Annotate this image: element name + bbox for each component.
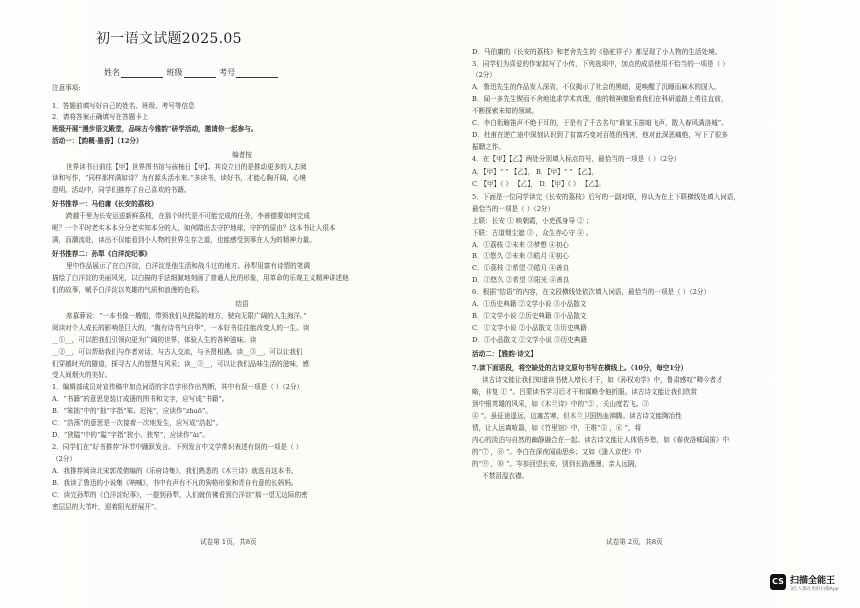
right-text-line: 略，非复 ① ”。吕蒙读书学习后才干和谋略令他折服。读古诗文能让我们欣赏 xyxy=(472,388,698,396)
right-text-line: C．①文学小说 ②小品散文 ③历史典籍 xyxy=(472,324,587,332)
left-text-line: 里中作品展示了在白洋淀，白洋淀是他生活和战斗过的地方。孙犁用富有诗情的笔调 xyxy=(66,262,310,270)
right-text-line: A．【甲】“ ” 【乙】， B．【甲】“ ” 【乙】， xyxy=(472,168,598,176)
page-one-footer: 试卷第 1页，共8页 xyxy=(200,538,257,546)
right-text-line: 活动二：【雅韵·诗文】 xyxy=(472,350,537,358)
left-text-line: C．读完孙犁的《白洋淀纪事》，一提到孙犁，人们就仿佛看到白洋淀“那一望无边际的密 xyxy=(52,491,308,499)
left-text-line: 好书推荐一：马伯庸《长安的荔枝》 xyxy=(52,200,158,208)
name-label: 姓名 xyxy=(104,68,120,77)
right-text-line: 振聩之作。 xyxy=(472,143,505,151)
left-text-line: 澄明。活动中，同学们推荐了自己喜欢的书籍。 xyxy=(52,186,191,194)
left-text-line: B．“笨拙”中的“拙”字指“笨、迟钝”，应读作“zhuō”。 xyxy=(52,407,212,415)
left-text-line: A．“书籍”的意思是装订成册的图书和文字，应写成“书籍”。 xyxy=(52,395,229,403)
left-text-line: 1．答题前填写好自己的姓名、班级、考号等信息 xyxy=(52,102,195,110)
right-text-line: 不禁泪湿衣襟。 xyxy=(482,472,529,480)
right-text-line: 内心的淡泊与自然的幽静融合在一起。读古诗文能让人体悟乡愁，如《春夜洛城闻笛》中 xyxy=(472,436,730,444)
right-text-line: D．马伯庸的《长安的荔枝》和老舍先生的《骆驼祥子》都呈现了小人物的生活处境。 xyxy=(472,48,722,56)
right-text-line: 7.读下面语段，将空缺处的古诗文原句书写在横线上。（10分，每空1分） xyxy=(472,364,688,372)
right-text-line: ④ ”。虽征途遥远，边塞苦寒，但木兰卫国热血沸腾。读古诗文能陶冶性 xyxy=(472,412,682,420)
right-text-line: B．①悠久 ②未来 ③皓月 ④初心 xyxy=(472,252,569,260)
left-text-line: 好书推荐二：孙犁《白洋淀纪事》 xyxy=(52,250,151,258)
right-text-line: A．①历史典籍 ②文学小说 ③小品散文 xyxy=(472,300,587,308)
page-title: 初一语文试题2025.05 xyxy=(96,31,242,47)
right-text-line: 下联：古道烟尘遮 ③ ，众生赤心守 ④ 。 xyxy=(472,229,593,237)
left-text-line: 阅读对个人成长的影响是巨大的，“腹有诗书气自华”，一本好书往往能改变人的一生。读 xyxy=(52,324,310,332)
right-text-line: C．①荔枝 ②希望 ③皓月 ④善良 xyxy=(472,264,570,272)
left-text-line: 密层层的大苇叶，迎着阳光舒展开”。 xyxy=(52,503,161,511)
left-text-line: 跨越千里为长安运送新鲜荔枝，在那个时代是不可能完成的任务，李善德要如何完成 xyxy=(66,212,310,220)
left-text-line: （2分） xyxy=(52,455,76,463)
watermark-name: 扫描全能王 xyxy=(790,576,836,586)
left-text-line: 活动一：【韵概·墨香】（12分） xyxy=(52,137,143,145)
left-text-line: 编者按 xyxy=(232,151,252,159)
class-label: 班级 xyxy=(166,68,183,77)
class-blank xyxy=(184,70,216,78)
page-two-footer: 试卷第 2页，共8页 xyxy=(606,538,663,546)
right-text-line: 6．根据“结语”的内容，在文段横线处依次填入词语，最恰当的一项是（ ）（2分） xyxy=(472,288,711,296)
left-text-line: 描绘了白洋淀的美丽风光，以白描的手法细腻地刻画了普通人民的形象，用革命的乐观主义精神讲述他 xyxy=(52,274,349,282)
scanner-watermark xyxy=(770,572,850,600)
left-text-line: 满，而潮流赴，读出不仅能看到小人物的世界生存之道，也能感受到事在人为的精神力量。 xyxy=(52,236,316,244)
right-text-line: 读古诗文能让我们知道读书使人增长才干，如《孙权劝学》中，鲁肃感叹“卿今者才 xyxy=(482,376,723,384)
left-text-line: __①__，可以把我们引领向更为广阔的世界，体验人生的各种滋味。读 xyxy=(52,336,257,344)
right-text-line: C．【甲】《 》 【乙】， D．【甲】《 》 【乙】。 xyxy=(472,180,605,188)
left-text-line: 1．编辑部成员对宣传稿中加点词语的字音字形作出判断，其中有误一项是（ ）（2分） xyxy=(52,383,304,391)
left-text-line: 受人间烟火的美好。 xyxy=(52,371,112,379)
left-text-line: D．“狭隘”中的“隘”字指“狭小、狭窄”，应读作“ài”。 xyxy=(52,431,209,439)
right-text-line: 不断探索未知的领域。 xyxy=(472,107,538,115)
left-text-line: 读和写作，“同样那样满如诗？为有源头活水来。”多读书，读好书，才能心胸开阔，心境 xyxy=(52,174,307,182)
right-text-line: 4．在【甲】【乙】两处分别填入标点符号，最恰当的一项是（ ）（2分） xyxy=(472,155,681,163)
left-text-line: 2．同学们在“好书推荐”环节中踊跃发言。下列发言中文学常识表述有误的一项是（ ） xyxy=(52,443,303,451)
right-text-line: 的“⑨ ，⑩ ”。岑参回望长安，别到长路漫漫、亲人远隔， xyxy=(472,460,642,468)
right-text-line: D．①小品散文 ②文学小说 ③历史典籍 xyxy=(472,336,587,344)
left-text-line: A．我推荐阅读北宋郭茂倩编的《乐府诗集》，我们熟悉的《木兰诗》就选自这本书。 xyxy=(52,467,298,475)
right-text-line: 到中银英雄的风采，如《木兰诗》中的“② ，关山度若飞。③ xyxy=(472,400,649,408)
right-text-line: 5．下面是一位同学读完《长安的荔枝》后写的一副对联，你认为在上下联横线处填入词语， xyxy=(472,193,740,201)
right-text-line: C．李白衔觞笛声不绝于耳的，于是有了千古名句“谁家玉笛暗飞声，散入春风满洛城”。 xyxy=(472,119,728,127)
left-text-line: 2．请将答案正确填写在答题卡上 xyxy=(52,113,149,121)
right-text-line: 3．同学们为喜爱的作家拟写了小传，下列选项中，加点的成语使用不恰当的一项是（ ） xyxy=(472,60,729,68)
left-text-line: C．“浩荡”的意思是一次接着一次地发生，应写成“浩起”。 xyxy=(52,419,223,427)
left-text-line: 班级开展“漫步语文殿堂，品味古今雅韵”研学活动，邀请你一起参与。 xyxy=(52,125,258,133)
exam-no-blank xyxy=(236,70,278,78)
right-text-line: A．鲁迅先生的作品发人深省，不仅揭示了社会的黑暗，更唤醒了沉睡而麻木的国人。 xyxy=(472,83,721,91)
left-text-line: 世界读书日前往【甲】世界图书馆与孩柚日【甲】。其设立目的是推动更多的人去阅 xyxy=(66,163,307,171)
right-text-line: B．闻一多先生锲而不舍地追求学术真理，他的精神激励着我们在科研道路上勇往直前， xyxy=(472,95,728,103)
right-text-line: 最恰当的一项是（ ）（2分） xyxy=(472,205,555,213)
name-blank xyxy=(121,70,163,78)
watermark-subtitle: 3亿人都在用的扫描App xyxy=(790,587,839,592)
left-text-line: 结语 xyxy=(235,300,249,308)
left-text-line: 们的故事，赋予白洋淀以英雄的气质和浪漫的色彩。 xyxy=(52,286,204,294)
left-text-line: __②__，可以帮助我们与作者对话，与古人交流，与圣贤相遇。读__③__，可以让我们 xyxy=(52,348,303,356)
watermark-logo-icon: CS xyxy=(770,574,786,590)
right-text-line: B．①文学小说 ②历史典籍 ③小品散文 xyxy=(472,312,587,320)
left-text-line: 注意事项: xyxy=(52,84,81,92)
left-text-line: 呢？一个平时老实本本分分老实知本分的人，如何踏出去守护地球，守护的原由？这本书让人很本 xyxy=(52,224,336,232)
right-text-line: 情，让人远离喧嚣，如《竹里馆》中，王维“⑤ ，⑥ ”，将 xyxy=(472,424,642,432)
exam-no-label: 考号 xyxy=(219,68,236,77)
left-text-line: 席慕蓉说：“一本书像一艘船，带领我们从狭隘的地方，驶向无限广阔的人生海洋。” xyxy=(66,312,307,320)
right-text-line: 上联：长安 ① 映朝霞，小吏孤身导 ② ； xyxy=(472,217,593,225)
student-info-line xyxy=(104,67,279,78)
right-text-line: A．①荔枝 ②未来 ③梦想 ④初心 xyxy=(472,241,569,249)
left-text-line: 们穿越时光的隧道，探寻古人的智慧与风采；读__③__，可以让我们品味生活的滋味，感 xyxy=(52,360,310,368)
right-text-line: D．①悠久 ②希望 ③阳光 ④善良 xyxy=(472,276,570,284)
right-text-line: D．杜甫在逆亡途中深刻认识到了贫富巧变对百姓的残害，他对此深恶痛绝，写下了很多 xyxy=(472,131,728,139)
left-text-line: B．我读了鲁迅的小说集《呐喊》，书中有声有不凡的狗格形象和青自有意的长妈妈。 xyxy=(52,479,298,487)
right-text-line: （2分） xyxy=(472,71,496,79)
right-text-line: 的“⑦ ，⑧ ”。李白在深夜闻曲思乡；又如《逢入京使》中 xyxy=(472,448,642,456)
